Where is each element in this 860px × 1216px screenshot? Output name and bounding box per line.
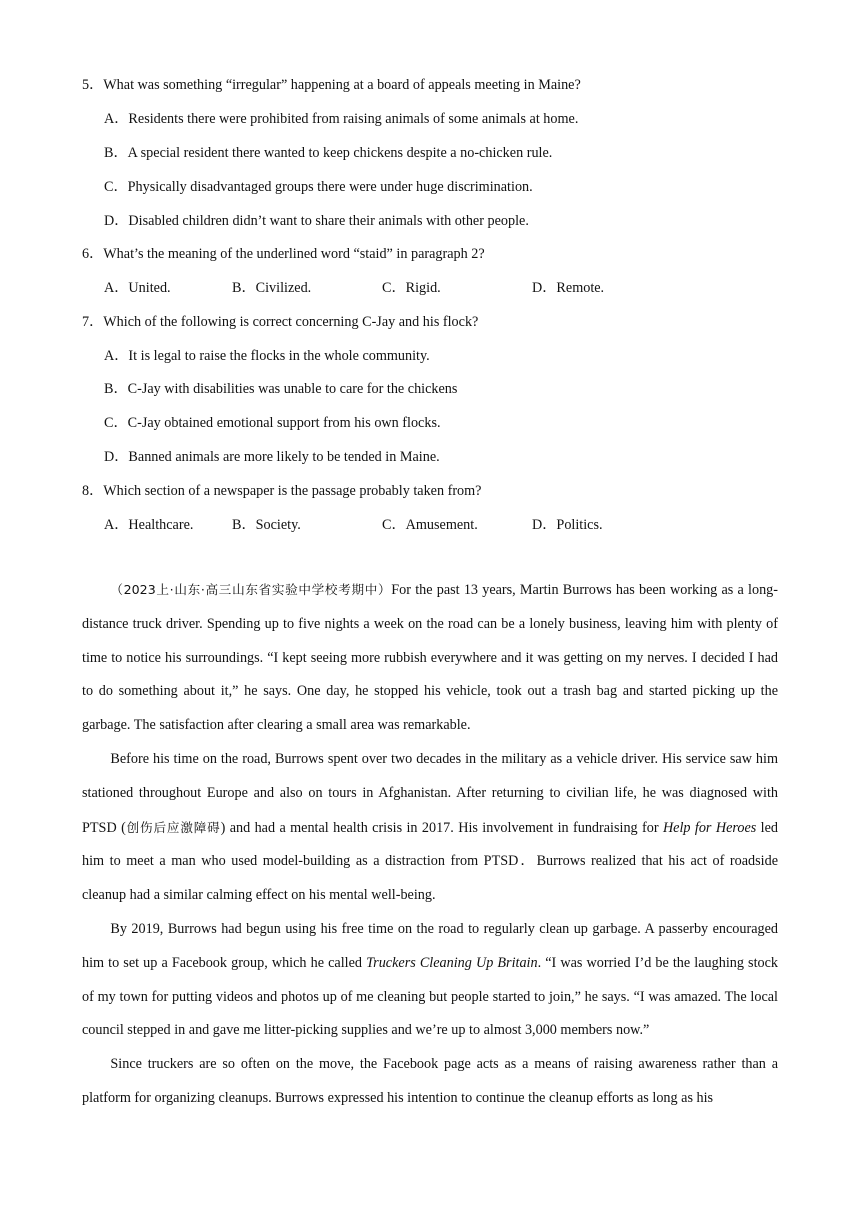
question-6-option-a: A．United. (104, 280, 171, 296)
question-7-option-d: D．Banned animals are more likely to be tended in Maine. (104, 449, 440, 465)
passage-paragraph-1-text: For the past 13 years, Martin Burrows has been working as a long-distance truck driver. Spending up to five nights a week on the road can be a lonely business, leaving him with plenty of time to notice his surroundings. “I kept seeing more rubbish everywhere and it was getting on my nerves. I decided I had to do something about it,” he says. One day, he stopped his vehicle, took out a trash bag and started picking up the garbage. The satisfaction after clearing a small area was remarkable. (82, 582, 778, 734)
question-8-option-d: D．Politics. (532, 517, 603, 533)
group-name: Truckers Cleaning Up Britain (366, 954, 538, 971)
question-6-option-b: B．Civilized. (232, 280, 312, 296)
passage-paragraph-4: Since truckers are so often on the move, the Facebook page acts as a means of raising awareness rather than a platform for organizing cleanups. Burrows expressed his intention to continue the cleanup efforts as long as his (82, 1056, 778, 1106)
passage-source: （2023上·山东·高三山东省实验中学校考期中） (110, 582, 392, 597)
question-7-stem: 7．Which of the following is correct concerning C-Jay and his flock? (82, 314, 479, 330)
reading-passage (82, 573, 778, 1116)
question-5-option-b: B．A special resident there wanted to keep chickens despite a no-chicken rule. (104, 145, 553, 161)
question-6-stem: 6．What’s the meaning of the underlined word “staid” in paragraph 2? (82, 246, 485, 262)
question-5-stem: 5．What was something “irregular” happening at a board of appeals meeting in Maine? (82, 77, 581, 93)
question-6-option-c: C．Rigid. (382, 280, 441, 296)
question-5-option-a: A．Residents there were prohibited from raising animals of some animals at home. (104, 111, 579, 127)
question-8-options (104, 514, 664, 534)
question-8-option-c: C．Amusement. (382, 517, 478, 533)
question-8-option-a: A．Healthcare. (104, 517, 194, 533)
question-7-option-a: A．It is legal to raise the flocks in the whole community. (104, 348, 430, 364)
question-8-option-b: B．Society. (232, 517, 301, 533)
question-6-options (104, 277, 664, 297)
passage-paragraph-2-text-b: ) and had a mental health crisis in 2017. His involvement in fundraising for (220, 819, 663, 836)
question-6-option-d: D．Remote. (532, 280, 605, 296)
passage-paragraph-2-text-a: Before his time on the road, Burrows spent over two decades in the military as a vehicle driver. His service saw him stationed throughout Europe and also on tours in Afghanistan. After returning to civilian life, he was diagnosed with PTSD ( (82, 750, 778, 836)
question-5-option-c: C．Physically disadvantaged groups there were under huge discrimination. (104, 179, 533, 195)
passage-paragraph-3-text-b: . “I was worried I’d be the laughing stock of my town for putting videos and photos up of me cleaning but people started to join,” he says. “I was amazed. The local council stepped in and gave me litter-picking supplies and we’re up to almost 3,000 members now.” (82, 954, 778, 1039)
passage-paragraph-2 (82, 743, 778, 913)
passage-paragraph-1 (82, 573, 778, 743)
chinese-gloss: 创伤后应激障碍 (125, 819, 221, 835)
question-7-option-b: B．C-Jay with disabilities was unable to care for the chickens (104, 381, 458, 397)
passage-paragraph-3 (82, 913, 778, 1048)
passage-paragraph-2-text-c: led him to meet a man who used model-building as a distraction from PTSD．Burrows realized that his act of roadside cleanup had a similar calming effect on his mental well-being. (82, 819, 778, 904)
passage-paragraph-3-text-a: By 2019, Burrows had begun using his free time on the road to regularly clean up garbage. A passerby encouraged him to set up a Facebook group, which he called (82, 920, 778, 971)
question-5-option-d: D．Disabled children didn’t want to share their animals with other people. (104, 213, 529, 229)
question-8-stem: 8．Which section of a newspaper is the passage probably taken from? (82, 483, 482, 499)
organization-name: Help for Heroes (662, 819, 757, 836)
question-7-option-c: C．C-Jay obtained emotional support from his own flocks. (104, 415, 441, 431)
